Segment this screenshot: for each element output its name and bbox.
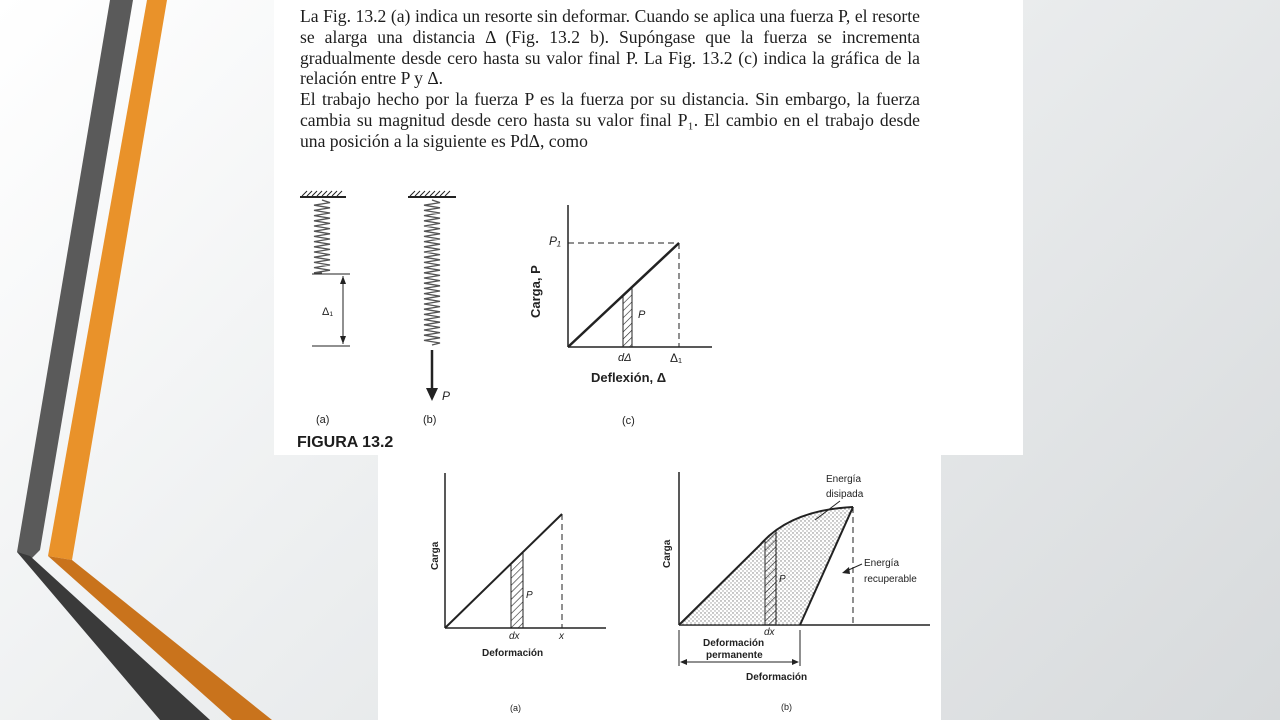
energia-recuperable-line1: Energía [864, 558, 900, 569]
x-label-a: x [559, 631, 564, 642]
d-delta-label: dΔ [618, 352, 632, 364]
figure-caption: FIGURA 13.2 [297, 434, 394, 451]
p1-label: P₁ [549, 234, 561, 248]
hatched-strip-a [511, 552, 523, 628]
label-a-spring: (a) [316, 414, 330, 426]
xlabel-b: Deformación [746, 672, 808, 683]
lower-graph-b [662, 472, 930, 712]
ylabel-a: Carga [430, 541, 441, 570]
delta1-label-c: Δ₁ [670, 351, 683, 365]
load-line-a [445, 514, 562, 628]
recuperable-arrow-icon [842, 567, 850, 574]
label-c-graph: (c) [622, 415, 635, 427]
energia-disipada-line1: Energía [826, 474, 862, 485]
dx-label-a: dx [509, 631, 520, 642]
hatched-strip-b [765, 530, 776, 625]
deformacion-permanente-line2: permanente [706, 650, 763, 661]
xlabel-c: Deflexión, Δ [591, 370, 667, 385]
label-b-lower: (b) [781, 702, 792, 712]
strip-label-c: P [638, 309, 646, 321]
force-label-b: P [442, 389, 451, 403]
strip-label-a: P [526, 590, 533, 601]
energia-recuperable-line2: recuperable [864, 574, 917, 585]
delta1-label-a: Δ₁ [322, 306, 334, 318]
label-a-lower: (a) [510, 703, 521, 713]
paragraph-2: El trabajo hecho por la fuerza P es la fuerza por su distancia. Sin embargo, la fuerza cambia su magnitud desde cero hasta su valor final P₁. El cambio en el trabajo desde una posición a la siguiente es PdΔ, como [300, 89, 920, 151]
label-b-spring: (b) [423, 414, 437, 426]
ylabel-b: Carga [662, 539, 673, 568]
dx-label-b: dx [764, 627, 775, 638]
xlabel-a: Deformación [482, 648, 544, 659]
deformacion-permanente-line1: Deformación [703, 638, 765, 649]
energia-disipada-line2: disipada [826, 489, 864, 500]
ylabel-c: Carga, P [528, 265, 543, 318]
strip-label-b: P [779, 574, 786, 585]
lower-graph-a [430, 473, 606, 713]
paragraph-1: La Fig. 13.2 (a) indica un resorte sin deformar. Cuando se aplica una fuerza P, el resorte se alarga una distancia Δ (Fig. 13.2 b). Supóngase que la fuerza se incrementa gradualmente desde cero hasta su valor final P. La Fig. 13.2 (c) indica la gráfica de la relación entre P y Δ. [300, 6, 920, 89]
